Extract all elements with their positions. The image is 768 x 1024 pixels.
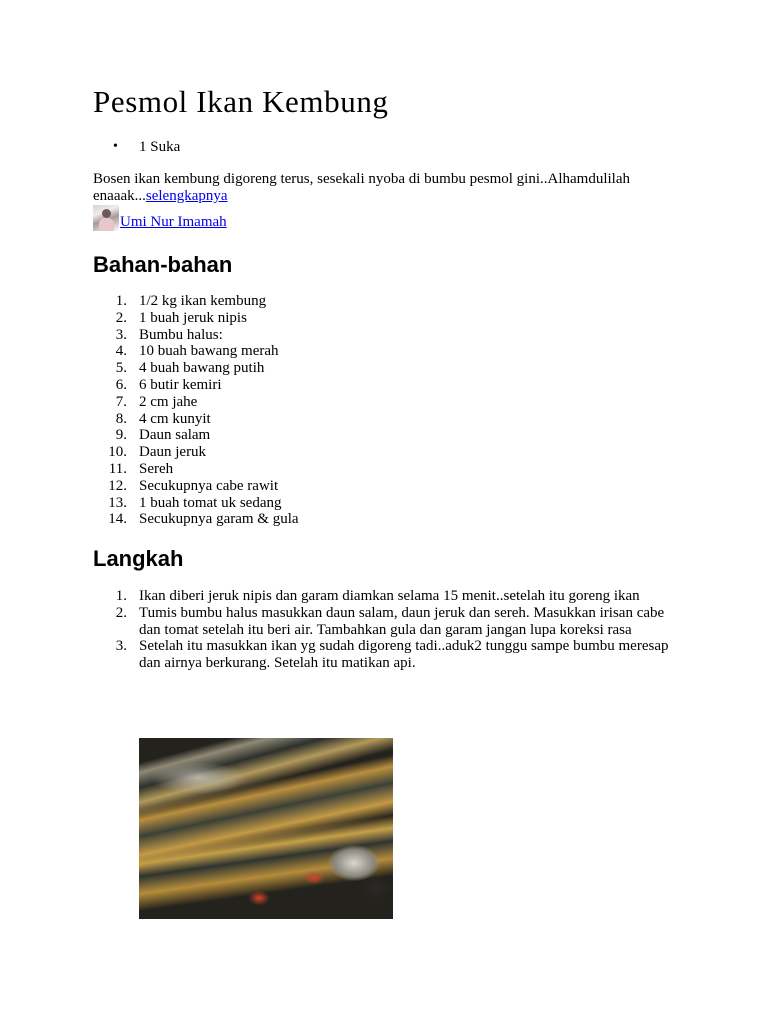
- ingredients-list: [93, 293, 299, 528]
- ingredient-item: [93, 427, 299, 444]
- ingredient-item: [93, 411, 299, 428]
- likes-list: [93, 138, 180, 156]
- steps-heading: Langkah: [93, 546, 184, 571]
- ingredient-item-text: 4 buah bawang putih: [139, 360, 265, 377]
- ingredient-item-text: Secukupnya cabe rawit: [139, 477, 279, 494]
- ingredient-item-number: 7.: [115, 393, 127, 410]
- ingredient-item-number: 11.: [108, 460, 127, 477]
- step-item-number: 3.: [115, 638, 127, 655]
- steps-list: [93, 588, 673, 672]
- ingredient-item-text: Sereh: [139, 460, 174, 477]
- ingredient-item-number: 13.: [108, 494, 127, 511]
- ingredient-item: [93, 444, 299, 461]
- read-more-link[interactable]: selengkapnya: [145, 188, 228, 204]
- ingredient-item-text: 10 buah bawang merah: [139, 343, 279, 360]
- ingredient-item: [93, 377, 299, 394]
- ingredient-item-text: Daun salam: [139, 427, 211, 444]
- description-text: Bosen ikan kembung digoreng terus, sesekali nyoba di bumbu pesmol gini..Alhamdulilah enaaak...: [93, 171, 631, 204]
- recipe-photo: [139, 738, 393, 919]
- ingredient-item-text: 6 butir kemiri: [139, 376, 222, 393]
- author-avatar[interactable]: [93, 205, 119, 231]
- ingredient-item-text: 1 buah tomat uk sedang: [139, 494, 282, 511]
- ingredient-item: [93, 360, 299, 377]
- ingredient-item: [93, 495, 299, 512]
- step-item: [93, 605, 673, 639]
- likes-count: • 1 Suka: [93, 138, 180, 156]
- ingredient-item: [93, 293, 299, 310]
- ingredient-item-text: 1/2 kg ikan kembung: [139, 293, 267, 309]
- ingredient-item-number: 6.: [115, 376, 127, 393]
- step-item-text: Setelah itu masukkan ikan yg sudah digoreng tadi..aduk2 tunggu sampe bumbu meresap dan airnya berkurang. Setelah itu matikan api.: [139, 638, 669, 672]
- ingredient-item-text: Bumbu halus:: [139, 326, 223, 343]
- ingredient-item-text: 4 cm kunyit: [139, 410, 211, 427]
- step-item-text: Ikan diberi jeruk nipis dan garam diamkan selama 15 menit..setelah itu goreng ikan: [139, 588, 640, 604]
- step-item-number: 2.: [115, 604, 127, 621]
- ingredient-item: [93, 461, 299, 478]
- ingredient-item: [93, 343, 299, 360]
- ingredient-item-number: 14.: [108, 511, 127, 528]
- recipe-description: [93, 171, 673, 205]
- ingredient-item-number: 10.: [108, 444, 127, 461]
- ingredient-item-text: Daun jeruk: [139, 444, 207, 461]
- ingredient-item-number: 4.: [115, 343, 127, 360]
- ingredient-item-number: 3.: [115, 326, 127, 343]
- ingredient-item-number: 1.: [115, 293, 127, 309]
- ingredient-item-number: 8.: [115, 410, 127, 427]
- ingredient-item-text: 2 cm jahe: [139, 393, 198, 410]
- ingredient-item-number: 12.: [108, 477, 127, 494]
- ingredients-heading: Bahan-bahan: [93, 252, 233, 277]
- recipe-title: Pesmol Ikan Kembung: [93, 84, 389, 119]
- step-item-number: 1.: [115, 588, 127, 604]
- ingredient-item: [93, 310, 299, 327]
- author-row: [93, 205, 227, 231]
- author-link[interactable]: Umi Nur Imamah: [120, 214, 227, 230]
- ingredient-item: [93, 394, 299, 411]
- ingredient-item: [93, 511, 299, 528]
- step-item: [93, 588, 673, 605]
- ingredient-item: [93, 327, 299, 344]
- ingredient-item-number: 2.: [115, 309, 127, 326]
- step-item: [93, 638, 673, 672]
- ingredient-item-text: Secukupnya garam & gula: [139, 511, 299, 528]
- ingredient-item-number: 5.: [115, 360, 127, 377]
- step-item-text: Tumis bumbu halus masukkan daun salam, daun jeruk dan sereh. Masukkan irisan cabe dan tomat setelah itu beri air. Tambahkan gula dan garam jangan lupa koreksi rasa: [139, 604, 665, 638]
- ingredient-item: [93, 478, 299, 495]
- ingredient-item-number: 9.: [115, 427, 127, 444]
- ingredient-item-text: 1 buah jeruk nipis: [139, 309, 247, 326]
